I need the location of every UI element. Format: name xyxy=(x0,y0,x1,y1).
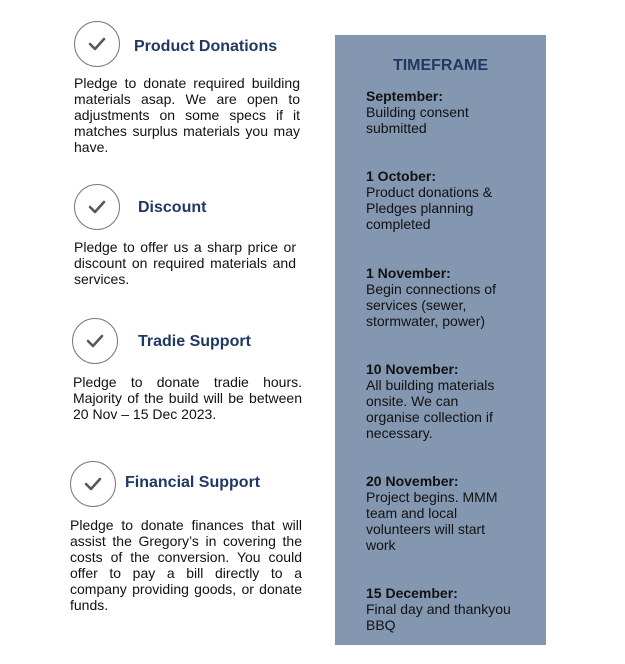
pledge-text: Pledge to donate tradie hours. Majority of the build will be between 20 Nov – 15 Dec 2023. xyxy=(73,374,302,422)
entry-desc: Final day and thankyou BBQ xyxy=(366,601,511,633)
pledge-title: Financial Support xyxy=(125,474,261,491)
timeframe-title: TIMEFRAME xyxy=(392,57,489,74)
pledge-text: Pledge to donate finances that will assist the Gregory’s in covering the costs of the conversion. You could offer to pay a bill directly to a company providing goods, or donate funds. xyxy=(70,517,302,613)
timeframe-panel xyxy=(335,35,546,645)
pledge-text: Pledge to offer us a sharp price or discount on required materials and services. xyxy=(74,239,296,287)
pledge-title: Discount xyxy=(138,199,207,216)
check-icon xyxy=(72,318,118,364)
entry-date: 15 December: xyxy=(366,585,458,601)
entry-desc: Begin connections of services (sewer, stormwater, power) xyxy=(366,281,496,329)
pledge-title: Tradie Support xyxy=(138,333,251,350)
pledge-title: Product Donations xyxy=(134,38,278,55)
entry-date: September: xyxy=(366,88,444,104)
pledge-text: Pledge to donate required building materials asap. We are open to adjustments on some specs if it matches surplus materials you may have. xyxy=(74,75,300,155)
timeline-entry xyxy=(366,168,536,232)
timeline-entry xyxy=(366,361,536,441)
entry-desc: Building consent submitted xyxy=(366,104,469,136)
timeline-entry xyxy=(366,473,536,553)
check-icon xyxy=(70,461,116,507)
check-icon xyxy=(74,184,120,230)
timeline-entry xyxy=(366,265,536,329)
entry-date: 10 November: xyxy=(366,361,459,377)
timeline-entry xyxy=(366,585,536,633)
entry-date: 20 November: xyxy=(366,473,459,489)
check-icon xyxy=(74,21,120,67)
entry-desc: All building materials onsite. We can organise collection if necessary. xyxy=(366,377,495,441)
entry-desc: Product donations & Pledges planning completed xyxy=(366,184,493,232)
entry-date: 1 October: xyxy=(366,168,437,184)
entry-desc: Project begins. MMM team and local volunteers will start work xyxy=(366,489,498,553)
timeline-entry xyxy=(366,88,536,136)
entry-date: 1 November: xyxy=(366,265,451,281)
